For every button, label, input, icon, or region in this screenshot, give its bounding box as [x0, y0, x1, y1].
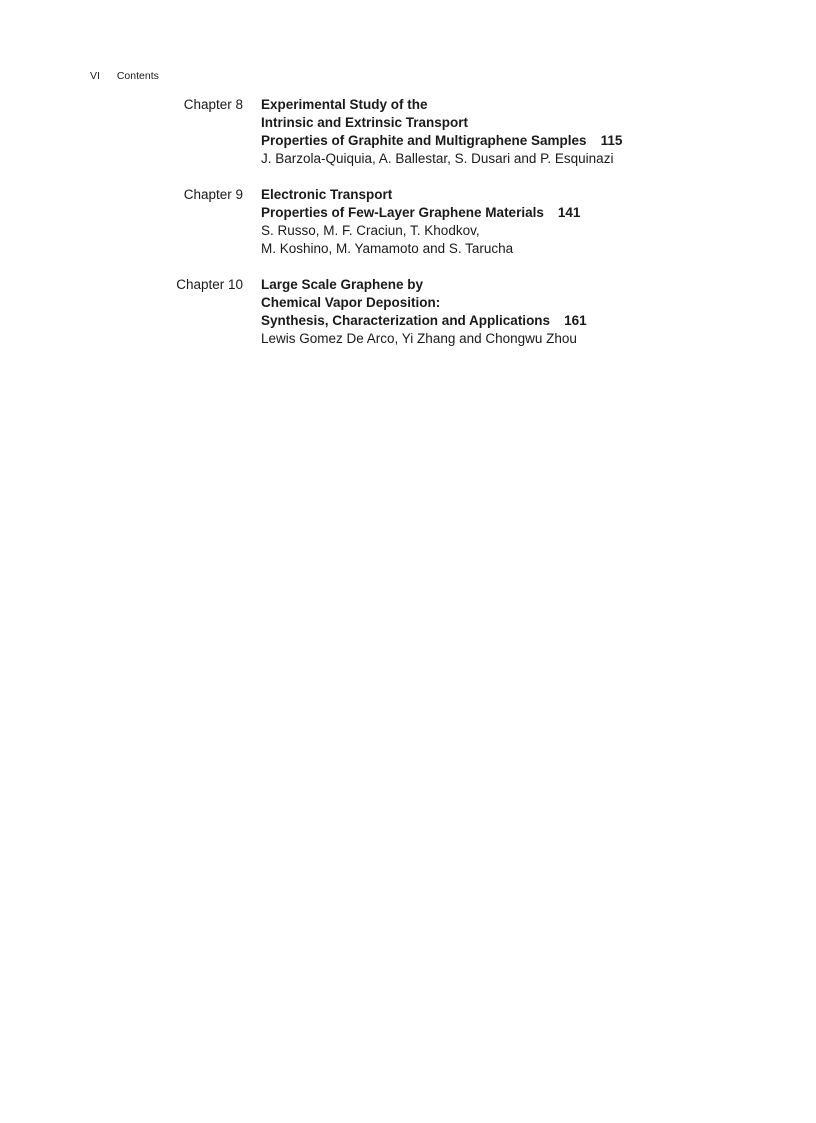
- chapter-title-line: Intrinsic and Extrinsic Transport: [261, 115, 469, 130]
- toc-entry-chapter-8[interactable]: [0, 96, 816, 168]
- table-of-contents: [0, 96, 816, 366]
- toc-entry-chapter-10[interactable]: [0, 276, 816, 348]
- entry-body: [261, 276, 781, 348]
- chapter-title-line: Experimental Study of the: [261, 97, 428, 112]
- chapter-authors: J. Barzola-Quiquia, A. Ballestar, S. Dusari and P. Esquinazi: [261, 151, 614, 166]
- entry-body: [261, 186, 781, 258]
- chapter-title-line: [261, 204, 781, 222]
- chapter-title-text: Synthesis, Characterization and Applications: [261, 313, 551, 328]
- chapter-authors: S. Russo, M. F. Craciun, T. Khodkov,: [261, 223, 480, 238]
- page-number[interactable]: 115: [600, 133, 623, 148]
- page-folio: VI: [90, 70, 100, 82]
- chapter-authors: M. Koshino, M. Yamamoto and S. Tarucha: [261, 241, 514, 256]
- page-number[interactable]: 161: [564, 313, 587, 328]
- page-number[interactable]: 141: [557, 205, 581, 220]
- entry-body: [261, 96, 781, 168]
- running-head-section: Contents: [116, 70, 159, 82]
- chapter-label: Chapter 9: [183, 187, 243, 202]
- toc-entry-chapter-9[interactable]: [0, 186, 816, 258]
- chapter-label: Chapter 8: [183, 97, 243, 112]
- chapter-authors: Lewis Gomez De Arco, Yi Zhang and Chongwu Zhou: [261, 331, 577, 346]
- running-head: [90, 69, 159, 83]
- chapter-title-line: Large Scale Graphene by: [261, 277, 424, 292]
- chapter-title-line: [261, 312, 781, 330]
- chapter-title-text: Properties of Graphite and Multigraphene Samples: [261, 133, 587, 148]
- chapter-label: Chapter 10: [176, 277, 243, 292]
- chapter-title-text: Properties of Few-Layer Graphene Materials: [261, 205, 544, 220]
- chapter-title-line: Electronic Transport: [261, 187, 393, 202]
- chapter-title-line: [261, 132, 781, 150]
- chapter-title-line: Chemical Vapor Deposition:: [261, 295, 441, 310]
